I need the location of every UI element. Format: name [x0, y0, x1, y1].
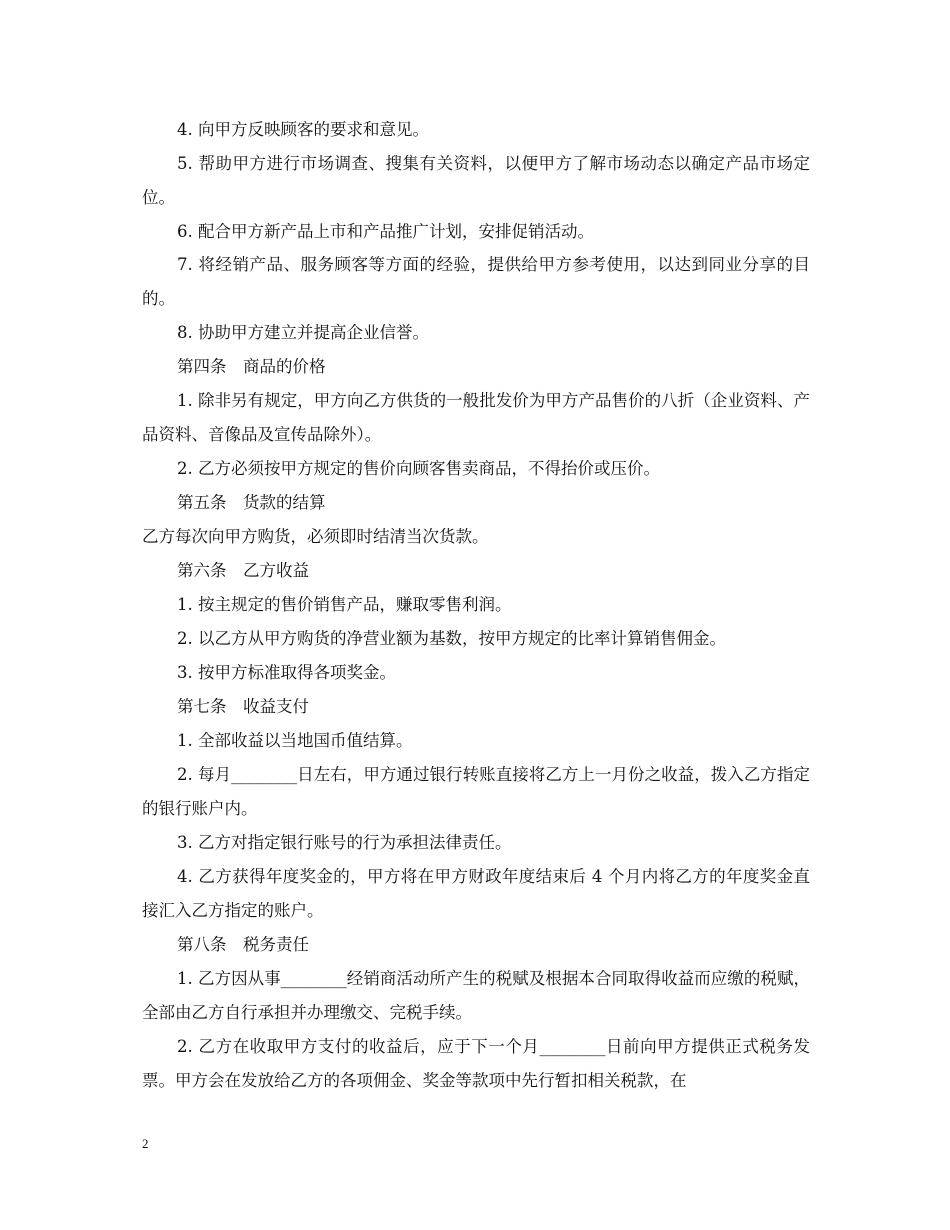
- paragraph: 乙方每次向甲方购货，必须即时结清当次货款。: [142, 527, 489, 546]
- paragraph: 2. 乙方必须按甲方规定的售价向顾客售卖商品，不得抬价或压价。: [177, 459, 660, 478]
- paragraph: 7. 将经销产品、服务顾客等方面的经验，提供给甲方参考使用，以达到同业分享的目的。: [142, 255, 810, 308]
- paragraph: 2. 每月________日左右，甲方通过银行转账直接将乙方上一月份之收益，拨入乙方指定的银行账户内。: [142, 765, 810, 818]
- paragraph: 3. 按甲方标准取得各项奖金。: [177, 663, 396, 682]
- paragraph: 3. 乙方对指定银行账号的行为承担法律责任。: [177, 833, 512, 852]
- paragraph: 8. 协助甲方建立并提高企业信誉。: [177, 323, 429, 342]
- section-heading: 第六条 乙方收益: [177, 561, 309, 580]
- paragraph: 5. 帮助甲方进行市场调查、搜集有关资料，以便甲方了解市场动态以确定产品市场定位。: [142, 154, 810, 207]
- paragraph: 1. 乙方因从事________经销商活动所产生的税赋及根据本合同取得收益而应缴的税赋，全部由乙方自行承担并办理缴交、完税手续。: [142, 969, 810, 1022]
- paragraph: 6. 配合甲方新产品上市和产品推广计划，安排促销活动。: [177, 222, 594, 241]
- paragraph: 1. 全部收益以当地国币值结算。: [177, 731, 413, 750]
- section-heading: 第八条 税务责任: [177, 935, 309, 954]
- paragraph: 2. 以乙方从甲方购货的净营业额为基数，按甲方规定的比率计算销售佣金。: [177, 629, 726, 648]
- section-heading: 第七条 收益支付: [177, 697, 309, 716]
- paragraph: 4. 向甲方反映顾客的要求和意见。: [177, 120, 429, 139]
- section-heading: 第五条 货款的结算: [177, 493, 326, 512]
- section-heading: 第四条 商品的价格: [177, 357, 326, 376]
- paragraph: 1. 按主规定的售价销售产品，赚取零售利润。: [177, 595, 512, 614]
- paragraph: 2. 乙方在收取甲方支付的收益后，应于下一个月________日前向甲方提供正式税务发票。甲方会在发放给乙方的各项佣金、奖金等款项中先行暂扣相关税款，在: [142, 1037, 810, 1090]
- paragraph: 1. 除非另有规定，甲方向乙方供货的一般批发价为甲方产品售价的八折（企业资料、产品资料、音像品及宣传品除外）。: [142, 391, 810, 444]
- paragraph: 4. 乙方获得年度奖金的，甲方将在甲方财政年度结束后 4 个月内将乙方的年度奖金直接汇入乙方指定的账户。: [142, 867, 810, 920]
- page-number: 2: [142, 1136, 149, 1151]
